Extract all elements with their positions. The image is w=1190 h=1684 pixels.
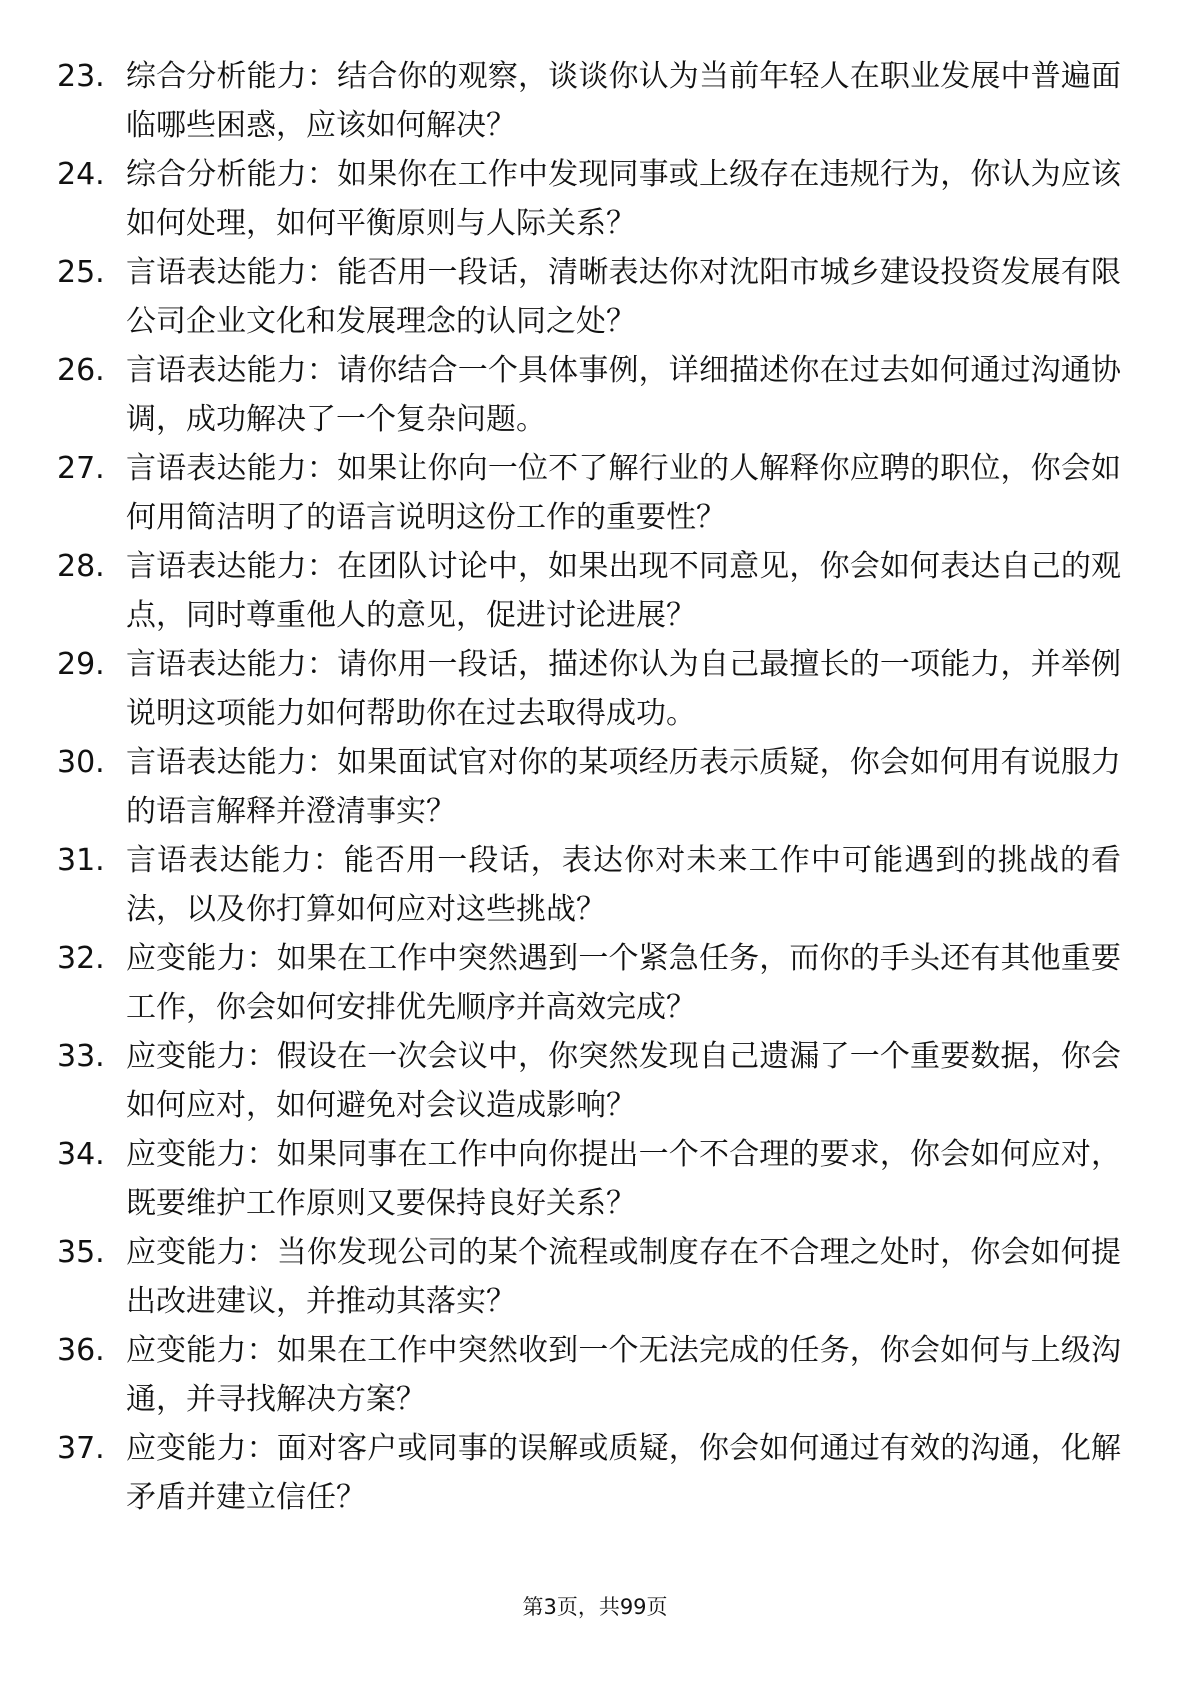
question-body: 如果你在工作中发现同事或上级存在违规行为，你认为应该如何处理，如何平衡原则与人际关系？ bbox=[126, 157, 1121, 241]
question-category: 应变能力： bbox=[126, 1333, 277, 1368]
question-item bbox=[0, 346, 1190, 444]
question-text bbox=[126, 1228, 1121, 1326]
question-item bbox=[0, 150, 1190, 248]
question-text bbox=[126, 542, 1121, 640]
question-list bbox=[0, 52, 1190, 1522]
question-text bbox=[126, 52, 1121, 150]
question-body: 如果面试官对你的某项经历表示质疑，你会如何用有说服力的语言解释并澄清事实？ bbox=[126, 745, 1121, 829]
question-text bbox=[126, 1424, 1121, 1522]
question-item bbox=[0, 836, 1190, 934]
question-number: 31. bbox=[57, 843, 105, 878]
question-number: 24. bbox=[57, 157, 105, 192]
question-body: 如果同事在工作中向你提出一个不合理的要求，你会如何应对，既要维护工作原则又要保持良好关系？ bbox=[126, 1137, 1121, 1221]
question-item bbox=[0, 738, 1190, 836]
question-number: 30. bbox=[57, 745, 105, 780]
question-body: 请你结合一个具体事例，详细描述你在过去如何通过沟通协调，成功解决了一个复杂问题。 bbox=[126, 353, 1121, 437]
question-text bbox=[126, 836, 1121, 934]
question-category: 言语表达能力： bbox=[126, 451, 338, 486]
question-text bbox=[126, 1326, 1121, 1424]
question-text bbox=[126, 1032, 1121, 1130]
question-number: 28. bbox=[57, 549, 105, 584]
question-number: 23. bbox=[57, 59, 105, 94]
question-body: 能否用一段话，清晰表达你对沈阳市城乡建设投资发展有限公司企业文化和发展理念的认同之处？ bbox=[126, 255, 1121, 339]
question-number: 35. bbox=[57, 1235, 105, 1270]
question-body: 如果在工作中突然收到一个无法完成的任务，你会如何与上级沟通，并寻找解决方案？ bbox=[126, 1333, 1121, 1417]
question-text bbox=[126, 934, 1121, 1032]
question-number: 25. bbox=[57, 255, 105, 290]
question-body: 如果让你向一位不了解行业的人解释你应聘的职位，你会如何用简洁明了的语言说明这份工作的重要性？ bbox=[126, 451, 1121, 535]
question-category: 言语表达能力： bbox=[126, 843, 344, 878]
question-item bbox=[0, 444, 1190, 542]
question-item bbox=[0, 1424, 1190, 1522]
question-number: 34. bbox=[57, 1137, 105, 1172]
question-body: 请你用一段话，描述你认为自己最擅长的一项能力，并举例说明这项能力如何帮助你在过去取得成功。 bbox=[126, 647, 1121, 731]
question-item bbox=[0, 248, 1190, 346]
question-category: 综合分析能力： bbox=[126, 157, 338, 192]
question-category: 应变能力： bbox=[126, 1039, 277, 1074]
question-item bbox=[0, 52, 1190, 150]
question-category: 应变能力： bbox=[126, 1235, 277, 1270]
question-item bbox=[0, 1130, 1190, 1228]
question-item bbox=[0, 640, 1190, 738]
question-category: 言语表达能力： bbox=[126, 745, 338, 780]
question-number: 32. bbox=[57, 941, 105, 976]
question-number: 36. bbox=[57, 1333, 105, 1368]
question-text bbox=[126, 150, 1121, 248]
question-body: 假设在一次会议中，你突然发现自己遗漏了一个重要数据，你会如何应对，如何避免对会议造成影响？ bbox=[126, 1039, 1121, 1123]
question-item bbox=[0, 1326, 1190, 1424]
question-body: 如果在工作中突然遇到一个紧急任务，而你的手头还有其他重要工作，你会如何安排优先顺序并高效完成？ bbox=[126, 941, 1121, 1025]
question-text bbox=[126, 248, 1121, 346]
question-category: 综合分析能力： bbox=[126, 59, 338, 94]
question-body: 能否用一段话，表达你对未来工作中可能遇到的挑战的看法，以及你打算如何应对这些挑战？ bbox=[126, 843, 1122, 927]
question-category: 应变能力： bbox=[126, 1431, 277, 1466]
question-text bbox=[126, 640, 1121, 738]
question-text bbox=[126, 1130, 1121, 1228]
question-category: 言语表达能力： bbox=[126, 353, 338, 388]
question-number: 37. bbox=[57, 1431, 105, 1466]
question-body: 当你发现公司的某个流程或制度存在不合理之处时，你会如何提出改进建议，并推动其落实？ bbox=[126, 1235, 1121, 1319]
question-text bbox=[126, 738, 1121, 836]
question-text bbox=[126, 346, 1121, 444]
question-body: 结合你的观察，谈谈你认为当前年轻人在职业发展中普遍面临哪些困惑，应该如何解决？ bbox=[126, 59, 1121, 143]
question-item bbox=[0, 1032, 1190, 1130]
question-item bbox=[0, 1228, 1190, 1326]
question-number: 27. bbox=[57, 451, 105, 486]
question-category: 言语表达能力： bbox=[126, 255, 338, 290]
question-text bbox=[126, 444, 1121, 542]
question-category: 言语表达能力： bbox=[126, 647, 338, 682]
question-number: 26. bbox=[57, 353, 105, 388]
question-item bbox=[0, 934, 1190, 1032]
page-footer: 第3页，共99页 bbox=[522, 1595, 668, 1619]
question-category: 应变能力： bbox=[126, 1137, 277, 1172]
question-number: 29. bbox=[57, 647, 105, 682]
question-category: 言语表达能力： bbox=[126, 549, 338, 584]
question-category: 应变能力： bbox=[126, 941, 277, 976]
question-item bbox=[0, 542, 1190, 640]
question-body: 在团队讨论中，如果出现不同意见，你会如何表达自己的观点，同时尊重他人的意见，促进讨论进展？ bbox=[126, 549, 1121, 633]
question-body: 面对客户或同事的误解或质疑，你会如何通过有效的沟通，化解矛盾并建立信任？ bbox=[126, 1431, 1121, 1515]
question-number: 33. bbox=[57, 1039, 105, 1074]
